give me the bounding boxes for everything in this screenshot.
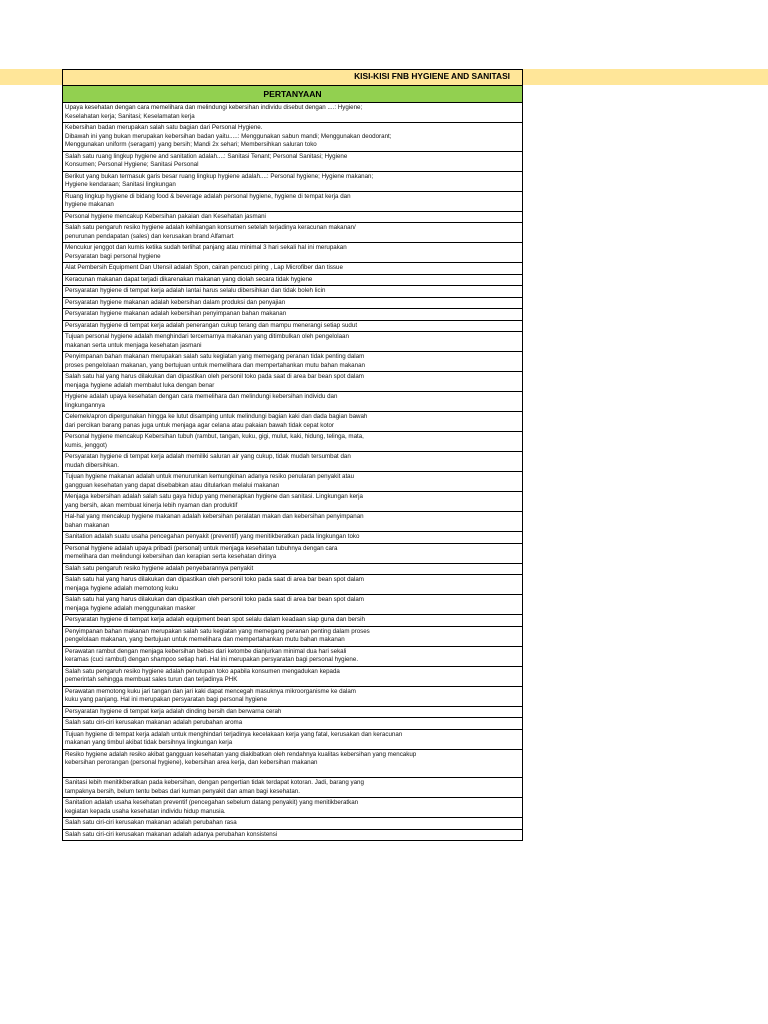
question-text-line: Penyimpanan bahan makanan merupakan salah satu kegiatan yang memegang peranan penting dalam proses (65, 627, 370, 635)
question-row[interactable] (62, 575, 523, 595)
question-text-line: Hygiene adalah upaya kesehatan dengan cara memelihara dan melindungi kebersihan individu dan (65, 393, 338, 400)
question-row[interactable] (62, 532, 523, 544)
question-text-line: Resiko hygiene adalah resiko akibat gangguan kesehatan yang diakibatkan oleh rendahnya kualitas kebersihan yang mencakup (65, 750, 417, 758)
question-text-line: menjaga hygiene adalah menggunakan masker (65, 604, 196, 612)
question-text-line: gangguan kesehatan yang dapat disebabkan atau ditularkan melalui makanan (65, 481, 280, 489)
question-row[interactable] (62, 275, 523, 287)
question-text-line: Tujuan personal hygiene adalah menghindari tercemarnya makanan yang ditimbulkan oleh pengelolaan (65, 333, 349, 340)
question-text-line: Perawatan rambut dengan menjaga kebersihan bebas dari ketombe dianjurkan minimal dua hari sekali (65, 647, 347, 655)
question-text-line: Mencukur jenggot dan kumis ketika sudah terlihat panjang atau minimal 3 hari sekali hal ini merupakan (65, 244, 347, 251)
question-row[interactable] (62, 172, 523, 192)
question-text-line: Berikut yang bukan termasuk garis besar ruang lingkup hygiene adalah....: Personal hygiene; Hygiene makanan; (65, 172, 374, 180)
question-row[interactable] (62, 595, 523, 615)
question-text-line: Salah satu ruang lingkup hygiene and sanitation adalah....: Sanitasi Tenant; Personal Sanitasi; Hygiene (65, 152, 348, 160)
question-row[interactable] (62, 544, 523, 564)
title-cell[interactable] (62, 69, 523, 86)
question-text-line: Konsumen; Personal Hygiene; Sanitasi Personal (65, 161, 199, 168)
question-text-line: kebersihan perorangan (personal hygiene), kebersihan area kerja, dan kebersihan makanan (65, 759, 318, 766)
question-text-line: pemerintah sehingga membuat sales turun dan terjadinya PHK (65, 676, 238, 683)
question-text-line: Salah satu hal yang harus dilakukan dan dipastikan oleh personil toko pada saat di area bar bean spot dalam (65, 596, 364, 603)
question-row[interactable] (62, 152, 523, 172)
question-text-line: Hygiene kendaraan; Sanitasi lingkungan (65, 181, 176, 188)
question-text-line: Persyaratan hygiene di tempat kerja adalah penerangan cukup terang dan mampu menerangi setiap sudut (65, 321, 358, 329)
question-text-line: Sanitation adalah suatu usaha pencegahan penyakit (preventif) yang menitikberatkan pada lingkungan toko (65, 533, 360, 540)
question-row[interactable] (62, 750, 523, 779)
question-text-line: Tujuan hygiene makanan adalah untuk menurunkan kemungkinan adanya resiko penularan penyakit atau (65, 473, 355, 480)
question-text-line: Persyaratan hygiene makanan adalah kebersihan dalam produksi dan penyajian (65, 298, 286, 306)
question-text-line: Persyaratan hygiene di tempat kerja adalah dinding bersih dan berwarna cerah (65, 707, 282, 715)
question-text-line: Salah satu ciri-ciri kerusakan makanan adalah adanya perubahan konsistensi (65, 830, 278, 838)
sheet-title: KISI-KISI FNB HYGIENE AND SANITASI (354, 71, 510, 81)
question-text-line (65, 768, 520, 777)
question-row[interactable] (62, 321, 523, 333)
question-row[interactable] (62, 192, 523, 212)
question-row[interactable] (62, 667, 523, 687)
question-row[interactable] (62, 647, 523, 667)
question-text-line: bahan makanan (65, 521, 110, 529)
question-text-line: Persyaratan hygiene di tempat kerja adalah equipment bean spot selalu dalam keadaan siap guna dan bersih (65, 616, 365, 623)
question-row[interactable] (62, 452, 523, 472)
question-text-line: Dibawah ini yang bukan merupakan kebersihan badan yaitu.....: Menggunakan sabun mandi; Menggunakan deodorant; (65, 132, 392, 140)
question-row[interactable] (62, 778, 523, 798)
question-row[interactable] (62, 730, 523, 750)
question-text-line: Salah satu ciri-ciri kerusakan makanan adalah perubahan rasa (65, 819, 237, 826)
question-text-line: Celemek/apron dipergunakan hingga ke lutut disamping untuk melindungi bagian kaki dan dada bagian bawah (65, 413, 368, 420)
question-text-line: Menggunakan uniform (seragam) yang bersih; Mandi 2x sehari; Membersihkan saluran toko (65, 141, 317, 148)
question-text-line: Tujuan hygiene di tempat kerja adalah untuk menghindari terjadinya kecelakaan kerja yang fatal, kerusakan dan keracunan (65, 730, 403, 738)
question-row[interactable] (62, 564, 523, 576)
question-row[interactable] (62, 615, 523, 627)
question-text-line: Salah satu hal yang harus dilakukan dan dipastikan oleh personil toko pada saat di area bar bean spot dalam (65, 373, 364, 380)
question-row[interactable] (62, 512, 523, 532)
question-text-line: Persyaratan hygiene di tempat kerja adalah memiliki saluran air yang cukup, tidak mudah tersumbat dan (65, 453, 351, 460)
question-text-line: penurunan pendapatan (sales) dan kerusakan brand Alfamart (65, 232, 234, 240)
question-row[interactable] (62, 627, 523, 647)
question-text-line: lingkungannya (65, 401, 105, 409)
question-row[interactable] (62, 298, 523, 310)
question-text-line: Keselahatan kerja; Sanitasi; Keselamatan kerja (65, 112, 195, 120)
question-text-line: Upaya kesehatan dengan cara memelihara dan melindungi kebersihan individu disebut dengan ....: Hygiene; (65, 104, 363, 111)
question-row[interactable] (62, 123, 523, 152)
question-text-line: Salah satu ciri-ciri kerusakan makanan adalah perubahan aroma (65, 719, 243, 726)
question-text-line: Ruang lingkup hygiene di bidang food & beverage adalah personal hygiene, hygiene di tempat kerja dan (65, 192, 351, 200)
question-row[interactable] (62, 309, 523, 321)
question-row[interactable] (62, 352, 523, 372)
question-text-line: Sanitation adalah usaha kesehatan preventif (pencegahan sebelum datang penyakit) yang menitikberatkan (65, 799, 359, 806)
question-row[interactable] (62, 432, 523, 452)
question-row[interactable] (62, 286, 523, 298)
question-row[interactable] (62, 332, 523, 352)
question-text-line: Sanitasi lebih menitikberatkan pada kebersihan, dengan pengertian tidak terdapat kotoran. Jadi, barang yang (65, 779, 364, 786)
question-row[interactable] (62, 103, 523, 123)
question-text-line: Kebersihan badan merupakan salah satu bagian dari Personal Hygiene. (65, 124, 263, 131)
question-text-line: menjaga hygiene adalah memotong kuku (65, 584, 179, 592)
question-row[interactable] (62, 392, 523, 412)
question-text-line: Personal hygiene adalah upaya pribadi (personal) untuk menjaga kesehatan tubuhnya dengan cara (65, 544, 338, 552)
question-text-line: Salah satu pengaruh resiko hygiene adalah kehilangan konsumen setelah terjadinya keracunan makanan/ (65, 224, 356, 231)
question-row[interactable] (62, 372, 523, 392)
question-text-line: Penyimpanan bahan makanan merupakan salah satu kegiatan yang memegang peranan tidak penting dalam (65, 353, 365, 360)
question-text-line: dari percikan barang panas juga untuk menjaga agar celana atau pakaian bawah tidak cepat kotor (65, 421, 334, 429)
question-text-line: Salah satu pengaruh resiko hygiene adalah penyebarannya penyakit (65, 564, 254, 572)
question-text-line: makanan yang timbul akibat tidak bersihnya lingkungan kerja (65, 739, 233, 746)
question-text-line: keramas (cuci rambut) dengan shampoo setiap hari. Hal ini merupakan persyaratan bagi personal hygiene. (65, 656, 359, 663)
question-text-line: kumis, jenggot) (65, 441, 107, 449)
question-text-line: Salah satu hal yang harus dilakukan dan dipastikan oleh personil toko pada saat di area bar bean spot dalam (65, 576, 364, 583)
question-text-line: Keracunan makanan dapat terjadi dikarenakan makanan yang diolah secara tidak hygiene (65, 275, 313, 283)
question-text-line: pengelolaan makanan, yang bertujuan untuk memelihara dan mempertahankan mutu bahan makanan (65, 636, 345, 643)
question-row[interactable] (62, 818, 523, 830)
column-header-cell[interactable] (62, 86, 523, 103)
question-text-line: mudah dibersihkan. (65, 461, 120, 469)
question-text-line: Personal hygiene mencakup Kebersihan pakaian dan Kesehatan jasmani (65, 212, 266, 220)
question-text-line: Hal-hal yang mencakup hygiene makanan adalah kebersihan peralatan makan dan kebersihan penyimpanan (65, 513, 364, 520)
question-text-line: makanan serta untuk menjaga kesehatan jasmani (65, 341, 202, 349)
column-header-label: PERTANYAAN (263, 89, 322, 99)
question-text-line: Persyaratan hygiene di tempat kerja adalah lantai harus selalu dibersihkan dan tidak boleh licin (65, 287, 326, 294)
question-rows (62, 103, 523, 841)
question-row[interactable] (62, 412, 523, 432)
question-text-line: kegiatan kepada usaha kesehatan individu hidup manusia. (65, 807, 226, 815)
question-text-line: memelihara dan melindungi kebersihan dan kerapian serta kesehatan dirinya (65, 553, 277, 560)
question-text-line: tampaknya bersih, belum tentu bebas dari kuman penyakit dan aman bagi kesehatan. (65, 787, 300, 795)
question-text-line: yang bersih, akan membuat kinerja lebih nyaman dan produktif (65, 501, 238, 509)
question-row[interactable] (62, 492, 523, 512)
question-text-line: kuku yang panjang. Hal ini merupakan persyaratan bagi personal hygiene (65, 696, 267, 703)
question-row[interactable] (62, 718, 523, 730)
question-text-line: Menjaga kebersihan adalah salah satu gaya hidup yang menerapkan hygiene dan sanitasi. Lingkungan kerja (65, 493, 363, 500)
question-row[interactable] (62, 707, 523, 719)
question-row[interactable] (62, 798, 523, 818)
question-text-line: menjaga hygiene adalah membalut luka dengan benar (65, 381, 215, 389)
question-row[interactable] (62, 472, 523, 492)
question-text-line: Persyaratan bagi personal hygiene (65, 252, 161, 260)
question-text-line: hygiene makanan (65, 201, 114, 208)
question-text-line: Personal hygiene mencakup Kebersihan tubuh (rambut, tangan, kuku, gigi, mulut, kaki, hidung, telinga, mata, (65, 433, 364, 440)
question-row[interactable] (62, 830, 523, 842)
question-row[interactable] (62, 212, 523, 224)
question-text-line: Persyaratan hygiene makanan adalah kebersihan penyimpanan bahan makanan (65, 310, 287, 317)
question-row[interactable] (62, 243, 523, 263)
question-row[interactable] (62, 687, 523, 707)
question-row[interactable] (62, 263, 523, 275)
question-text-line: Perawatan memotong kuku jari tangan dan jari kaki dapat mencegah masuknya mikroorganisme ke dalam (65, 687, 356, 695)
spreadsheet-table (62, 69, 523, 841)
question-row[interactable] (62, 223, 523, 243)
question-text-line: proses pengelolaan makanan, yang bertujuan untuk memelihara dan mempertahankan mutu bahan makanan (65, 361, 365, 369)
question-text-line: Alat Pembersih Equipment Dan Utensil adalah Spon, cairan pencuci piring , Lap Microfiber dan tissue (65, 264, 343, 271)
question-text-line: Salah satu pengaruh resiko hygiene adalah penutupan toko apabila konsumen mengadukan kepada (65, 667, 340, 675)
